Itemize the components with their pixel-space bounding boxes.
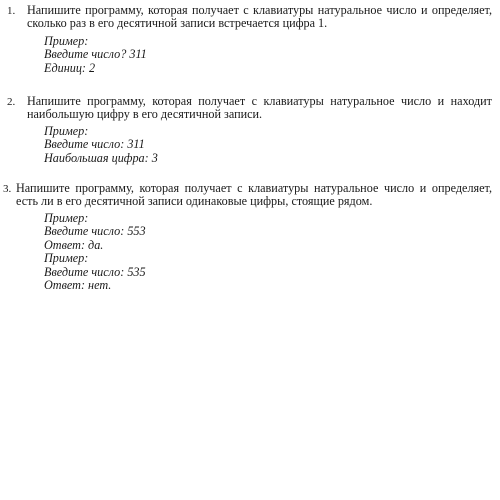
example-line: Введите число: 311 bbox=[44, 137, 145, 152]
task-statement: Напишите программу, которая получает с клавиатуры натуральное число и определяет, есть ли в его десятичной записи одинаковые цифры, стоящие рядом. bbox=[16, 181, 492, 209]
example-line: Пример: bbox=[44, 251, 89, 266]
example-line: Пример: bbox=[44, 34, 89, 48]
task-statement: Напишите программу, которая получает с клавиатуры натуральное число и находит наибольшую цифру в его десятичной записи. bbox=[27, 94, 492, 122]
example-line: Введите число? 311 bbox=[44, 47, 147, 62]
task-example bbox=[44, 212, 146, 292]
task-example bbox=[44, 125, 158, 165]
example-line: Единиц: 2 bbox=[44, 60, 96, 75]
example-line: Пример: bbox=[44, 124, 89, 138]
task-number: 1. bbox=[7, 5, 16, 17]
example-line: Наибольшая цифра: 3 bbox=[44, 150, 158, 165]
example-line: Ответ: нет. bbox=[44, 278, 112, 293]
task-example bbox=[44, 35, 147, 75]
example-line: Введите число: 535 bbox=[44, 264, 146, 279]
example-line: Ответ: да. bbox=[44, 237, 104, 252]
task-statement: Напишите программу, которая получает с клавиатуры натуральное число и определяет, сколько раз в его десятичной записи встречается цифра 1. bbox=[27, 3, 492, 31]
task-number: 3. bbox=[3, 183, 12, 195]
example-line: Введите число: 553 bbox=[44, 224, 146, 239]
task-number: 2. bbox=[7, 96, 16, 108]
example-line: Пример: bbox=[44, 211, 89, 225]
